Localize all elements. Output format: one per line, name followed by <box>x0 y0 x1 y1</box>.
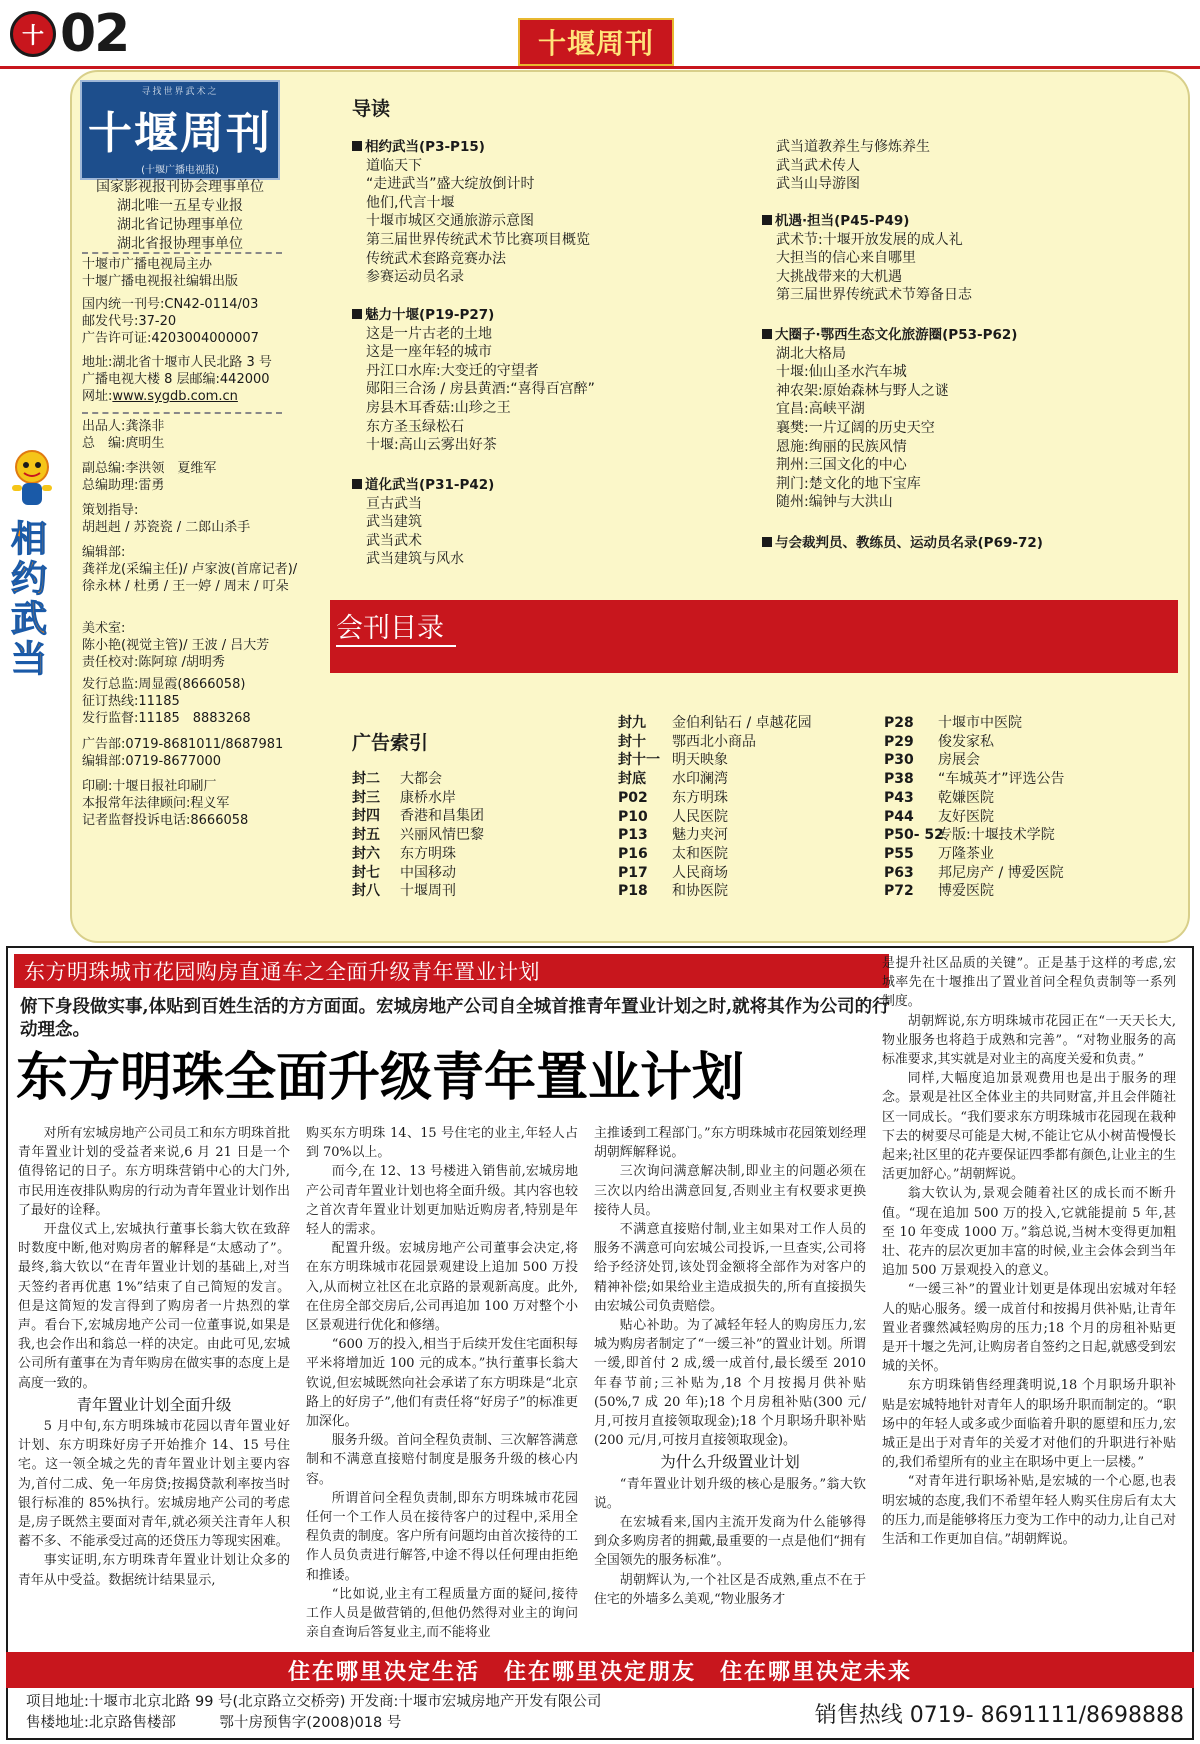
phone-block <box>82 736 304 770</box>
guide-section <box>352 476 752 569</box>
ad-page: 封十 <box>618 733 646 750</box>
staff-line: 总编助理:雷勇 <box>82 478 165 493</box>
article-paragraph: 不满意直接赔付制,业主如果对工作人员的服务不满意可向宏城公司投诉,一旦查实,公司将给予经济处罚,该处罚金额将全部作为对客户的精神补偿;如果给业主造成损失的,所有直接损失由宏城公司负责赔偿。 <box>594 1222 866 1314</box>
square-bullet-icon <box>352 141 362 151</box>
address-block <box>82 354 304 405</box>
guide-item: 这是一座年轻的城市 <box>366 344 492 361</box>
ad-page: P38 <box>884 771 914 788</box>
ad-index-column <box>352 770 592 901</box>
ad-advertiser: 鄂西北小商品 <box>672 733 756 750</box>
guide-title: 导读 <box>352 98 391 120</box>
ad-page: 封四 <box>352 808 380 825</box>
guide-item: 武当建筑 <box>366 514 422 531</box>
ad-page: 封九 <box>618 715 646 731</box>
ad-index-row <box>618 882 868 901</box>
ad-index-row <box>352 845 592 864</box>
slogan-bar: 住在哪里决定生活 住在哪里决定朋友 住在哪里决定未来 <box>6 1652 1194 1688</box>
guide-item: 大担当的信心来自哪里 <box>776 250 916 267</box>
ad-page: P17 <box>618 864 648 881</box>
guide-item: 襄樊:一片辽阔的历史天空 <box>776 419 935 436</box>
ad-page: P30 <box>884 752 914 769</box>
ad-index-row <box>884 845 1174 864</box>
guide-item: 武当建筑与风水 <box>366 551 464 568</box>
square-bullet-icon <box>762 215 772 225</box>
sales-hotline: 销售热线 0719- 8691111/8698888 <box>814 1703 1184 1728</box>
registration-line: 邮发代号:37-20 <box>82 314 177 329</box>
ad-index-row <box>884 882 1174 901</box>
article-paragraph: 是提升社区品质的关键”。正是基于这样的考虑,宏城率先在十堰推出了置业首问全程负责制等一系列制度。 <box>882 956 1176 1010</box>
guide-item: 武术节:十堰开放发展的成人礼 <box>776 231 963 248</box>
staff-line: 编辑部: <box>82 545 126 560</box>
article-paragraph: “一缓三补”的置业计划更是体现出宏城对年轻人的贴心服务。缓一成首付和按揭月供补贴,让青年置业者骤然减轻购房的压力;18 个月的房租补贴更是开十堰之先河,让购房者自签约之日起,就感受到宏城的关怀。 <box>882 1282 1176 1375</box>
ad-index-row <box>884 751 1174 770</box>
guide-item: 他们,代言十堰 <box>366 194 455 211</box>
ad-page: 封五 <box>352 827 380 844</box>
ad-advertiser: 俊发家私 <box>938 733 994 750</box>
ad-advertiser: 香港和昌集团 <box>400 808 484 825</box>
side-section-tag: 相约武当 <box>10 519 47 680</box>
footer-address-line: 项目地址:十堰市北京北路 99 号(北京路立交桥旁) 开发商:十堰市宏城房地产开发有限公司 <box>26 1694 602 1710</box>
guide-item: 荆州:三国文化的中心 <box>776 457 907 474</box>
ad-index-row <box>618 789 868 808</box>
distribution-line: 征订热线:11185 <box>82 694 180 709</box>
phone-line: 广告部:0719-8681011/8687981 <box>82 737 284 752</box>
ad-page: 封七 <box>352 864 380 881</box>
publisher-line: 十堰市广播电视局主办 <box>82 257 213 272</box>
ad-index-row <box>352 882 592 901</box>
ad-index-row <box>884 770 1174 789</box>
guide-item: 郧阳三合汤 / 房县黄酒:“喜得百宫醉” <box>366 381 595 398</box>
ad-index-row <box>618 826 868 845</box>
article-paragraph: 三次询问满意解决制,即业主的问题必须在三次以内给出满意回复,否则业主有权要求更换接待人员。 <box>594 1164 866 1218</box>
website-line <box>82 388 304 405</box>
guide-item: 武当道教养生与修炼养生 <box>776 139 930 155</box>
guide-item: 第三届世界传统武术节筹备日志 <box>776 287 972 304</box>
ad-page: P50- 52 <box>884 827 944 844</box>
square-bullet-icon <box>352 309 362 319</box>
guide-item: 丹江口水库:大变迁的守望者 <box>366 362 539 379</box>
registration-block <box>82 296 304 347</box>
divider <box>82 252 282 254</box>
article-paragraph: 事实证明,东方明珠青年置业计划让众多的青年从中受益。数据统计结果显示, <box>18 1553 290 1588</box>
ad-index-row <box>618 714 868 733</box>
feature-headline: 东方明珠全面升级青年置业计划 <box>16 1047 745 1108</box>
guide-item: 武当武术传人 <box>776 157 860 174</box>
website-link[interactable]: www.sygdb.com.cn <box>112 389 238 404</box>
guide-item: 大挑战带来的大机遇 <box>776 268 902 285</box>
distribution-block <box>82 676 304 727</box>
ad-index-row <box>618 751 868 770</box>
ad-page: 封六 <box>352 845 380 862</box>
article-paragraph: 在宏城看来,国内主流开发商为什么能够得到众多购房者的拥戴,最重要的一点是他们“拥有全国领先的服务标准”。 <box>594 1515 866 1569</box>
ad-index-row <box>884 789 1174 808</box>
ad-advertiser: 明天映象 <box>672 752 728 769</box>
guide-item: “走进武当”盛大绽放倒计时 <box>366 176 535 193</box>
phone-line: 编辑部:0719-8677000 <box>82 754 222 769</box>
ad-index-row <box>352 789 592 808</box>
staff-editorial <box>82 544 304 595</box>
guide-item: 随州:编钟与大洪山 <box>776 494 893 511</box>
ad-advertiser: 房展会 <box>938 752 980 769</box>
guide-item: 湖北大格局 <box>776 345 846 362</box>
article-paragraph: 东方明珠销售经理龚明说,18 个月职场升职补贴是宏城特地针对青年人的职场升职而制定的。“职场中的年轻人或多或少面临着升职的愿望和压力,宏城正是出于对青年的关爱才对他们的升职进行补贴的,我们希望所有的业主在职场中更上一层楼。” <box>882 1378 1176 1471</box>
guide-item: 荆门:楚文化的地下宝库 <box>776 475 921 492</box>
staff-editors <box>82 460 304 494</box>
guide-item: 亘古武当 <box>366 495 422 512</box>
credential-line: 国家影视报刊协会理事单位 <box>96 179 264 195</box>
article-paragraph: “对青年进行职场补贴,是宏城的一个心愿,也表明宏城的态度,我们不希望年轻人购买住房后有太大的压力,而是能够将压力变为工作中的动力,让自己对生活和工作更加自信。”胡朝辉说。 <box>882 1474 1176 1548</box>
guide-item: 十堰:高山云雾出好茶 <box>366 437 497 454</box>
ad-advertiser: 友好医院 <box>938 808 994 825</box>
article-subheading: 青年置业计划全面升级 <box>76 1395 232 1414</box>
publication-logo-icon: 十 <box>10 11 56 57</box>
guide-item: 神农架:原始森林与野人之谜 <box>776 382 949 399</box>
article-paragraph: 翁大钦认为,景观会随着社区的成长而不断升值。“现在追加 500 万的投入,它就能提前 5 年,甚至 10 年变成 1000 万。”翁总说,当树木变得更加粗壮、花卉的层次更加丰富的时候,业主会体会到当年追加 500 万景观投入的意义。 <box>882 1186 1176 1279</box>
ad-advertiser: 博爱医院 <box>938 883 994 900</box>
staff-publisher <box>82 418 304 452</box>
guide-section <box>762 326 1182 512</box>
staff-line: 陈小艳(视觉主管)/ 王波 / 吕大芳 <box>82 638 270 653</box>
header-rule <box>0 66 1200 69</box>
guide-section-head <box>762 534 1182 553</box>
ad-page: P55 <box>884 845 914 862</box>
ad-page: 封底 <box>618 771 646 788</box>
guide-section-head <box>352 476 752 495</box>
page-number-block <box>10 6 128 62</box>
ad-advertiser: 太和医院 <box>672 845 728 862</box>
ad-advertiser: 水印澜湾 <box>672 771 728 788</box>
ad-page: P02 <box>618 789 648 806</box>
staff-line: 副总编:李洪领 夏维军 <box>82 461 217 476</box>
guide-item: 这是一片古老的土地 <box>366 325 492 342</box>
ad-page: P16 <box>618 845 648 862</box>
printing-line: 印刷:十堰日报社印刷厂 <box>82 779 217 794</box>
article-column <box>882 954 1176 1549</box>
footer-address <box>26 1692 601 1734</box>
ad-advertiser: 十堰市中医院 <box>938 715 1022 731</box>
article-paragraph: 5 月中旬,东方明珠城市花园以青年置业好计划、东方明珠好房子开始推介 14、15 号住宅。这一领全城之先的青年置业计划主要内容为,首付二成、免一年房贷;按揭贷款利率按当时银行标准的 85%执行。宏城房地产公司的考虑是,房子既然主要面对青年,就必须关注青年人积蓄不多、不能承受过高的还贷压力等现实困难。 <box>18 1419 290 1550</box>
square-bullet-icon <box>762 537 772 547</box>
article-paragraph: 贴心补助。为了减轻年轻人的购房压力,宏城为购房者制定了“一缓三补”的置业计划。所谓一缓,即首付 2 成,缓一成首付,最长缓至 2010 年春节前;三补贴为,18 个月按揭月供补贴(50%,7 成 20 年);18 个月房租补贴(300 元/月,可按月直接领取现金);18 个月职场升职补贴(200 元/月,可按月直接领取现金)。 <box>594 1318 866 1449</box>
distribution-line: 发行监督:11185 8883268 <box>82 711 251 726</box>
guide-section <box>352 306 752 455</box>
guide-item: 参赛运动员名录 <box>366 269 464 286</box>
ad-page: P13 <box>618 827 648 844</box>
ad-advertiser: 万隆茶业 <box>938 845 994 862</box>
staff-line: 胡赳赳 / 苏瓷瓷 / 二郎山杀手 <box>82 520 251 535</box>
article-paragraph: 所谓首问全程负责制,即东方明珠城市花园任何一个工作人员在接待客户的过程中,采用全程负责的制度。客户所有问题均由首次接待的工作人员负责进行解答,中途不得以任何理由拒绝和推诿。 <box>306 1490 578 1583</box>
ad-advertiser: 东方明珠 <box>400 845 456 862</box>
ad-advertiser: 专版:十堰技术学院 <box>938 827 1055 844</box>
registration-line: 广告许可证:4203004000007 <box>82 331 259 346</box>
guide-section-head-text: 魅力十堰(P19-P27) <box>365 307 495 323</box>
ad-advertiser: 和协医院 <box>672 883 728 900</box>
ad-page: 封八 <box>352 883 380 900</box>
ad-advertiser: 十堰周刊 <box>400 883 456 900</box>
ad-page: P28 <box>884 715 914 731</box>
ad-advertiser: 康桥水岸 <box>400 789 456 806</box>
article-paragraph: 而今,在 12、13 号楼进入销售前,宏城房地产公司青年置业计划也将全面升级。其内容也较之首次青年置业计划更加贴近购房者,特别是年轻人的需求。 <box>306 1164 578 1238</box>
guide-section <box>762 138 1162 194</box>
page-number: 02 <box>60 4 129 64</box>
footer-address-line: 售楼地址:北京路售楼部 鄂十房预售字(2008)018 号 <box>26 1715 402 1731</box>
staff-line: 责任校对:陈阿琼 /胡明秀 <box>82 655 225 670</box>
guide-item: 传统武术套路竞赛办法 <box>366 250 506 267</box>
address-line: 广播电视大楼 8 层邮编:442000 <box>82 372 270 387</box>
ad-index-row <box>618 845 868 864</box>
ad-advertiser: 金伯利钻石 / 卓越花园 <box>672 715 812 731</box>
ad-page: P18 <box>618 883 648 900</box>
ad-index-row <box>618 733 868 752</box>
printing-block <box>82 778 304 829</box>
staff-line: 总 编:庹明生 <box>82 436 165 451</box>
staff-line: 策划指导: <box>82 503 139 518</box>
guide-section-head <box>762 212 1162 231</box>
staff-line: 龚祥龙(采编主任)/ 卢家波(首席记者)/ 徐永林 / 杜勇 / 王一婷 / 周末 / 叮朵 <box>82 562 298 594</box>
ad-advertiser: 乾嫌医院 <box>938 789 994 806</box>
address-line: 地址:湖北省十堰市人民北路 3 号 <box>82 355 272 370</box>
guide-item: 恩施:绚丽的民族风情 <box>776 438 907 455</box>
staff-art <box>82 620 304 671</box>
guide-section-head <box>352 138 752 157</box>
ad-index-row <box>352 864 592 883</box>
ad-page: P72 <box>884 883 914 900</box>
article-paragraph: 配置升级。宏城房地产公司董事会决定,将在东方明珠城市花园景观建设上追加 500 万投入,从而树立社区在北京路的景观新高度。此外,在住房全部交房后,公司再追加 100 万对整个小区景观进行优化和修缮。 <box>306 1241 578 1334</box>
ad-advertiser: 中国移动 <box>400 864 456 881</box>
article-column <box>594 1124 866 1609</box>
guide-section <box>762 534 1182 553</box>
printing-line: 记者监督投诉电话:8666058 <box>82 813 249 828</box>
divider <box>82 412 282 414</box>
guide-section <box>762 212 1162 305</box>
ad-advertiser: 人民医院 <box>672 808 728 825</box>
article-paragraph: 购买东方明珠 14、15 号住宅的业主,年轻人占到 70%以上。 <box>306 1126 578 1161</box>
guide-item: 宜昌:高峡平湖 <box>776 401 865 418</box>
guide-section-head-text: 相约武当(P3-P15) <box>365 139 485 155</box>
article-column <box>18 1124 290 1590</box>
masthead-credentials <box>80 178 280 254</box>
staff-line: 美术室: <box>82 621 126 636</box>
guide-section-head-text: 与会裁判员、教练员、运动员名录(P69-72) <box>775 535 1043 551</box>
ad-index-row <box>352 770 592 789</box>
guide-item: 十堰市城区交通旅游示意图 <box>366 213 534 230</box>
ad-page: 封十一 <box>618 752 660 769</box>
article-paragraph: “青年置业计划升级的核心是服务。”翁大钦说。 <box>594 1476 866 1511</box>
distribution-line: 发行总监:周显霞(8666058) <box>82 677 246 692</box>
registration-line: 国内统一刊号:CN42-0114/03 <box>82 297 259 312</box>
ad-advertiser: 兴丽风情巴黎 <box>400 827 484 844</box>
guide-section-head-text: 机遇·担当(P45-P49) <box>775 213 910 229</box>
guide-item: 武当山导游图 <box>776 176 860 193</box>
staff-planning <box>82 502 304 536</box>
ad-advertiser: 大都会 <box>400 771 442 787</box>
article-subheading: 为什么升级置业计划 <box>660 1453 800 1472</box>
feature-strip-title: 东方明珠城市花园购房直通车之全面升级青年置业计划 <box>14 954 889 988</box>
masthead-subtitle: (十堰广播电视报) <box>141 165 219 176</box>
guide-section-head <box>762 326 1182 345</box>
ad-index-row <box>618 864 868 883</box>
guide-item: 道临天下 <box>366 157 422 174</box>
guide-item: 武当武术 <box>366 532 422 549</box>
ad-index-title: 广告索引 <box>352 732 429 754</box>
ad-index-row <box>884 864 1174 883</box>
contents-banner <box>330 600 1178 673</box>
ad-advertiser: 魅力夹河 <box>672 827 728 844</box>
ad-index-row <box>352 807 592 826</box>
article-column <box>306 1124 578 1642</box>
ad-page: P10 <box>618 808 648 825</box>
ad-advertiser: “车城英才”评选公告 <box>938 771 1065 788</box>
ad-index-column <box>618 714 868 901</box>
website-label: 网址: <box>82 389 113 404</box>
contents-banner-title: 会刊目录 <box>336 606 456 647</box>
guide-item: 房县木耳香菇:山珍之王 <box>366 399 511 416</box>
guide-section-head-text: 道化武当(P31-P42) <box>365 477 495 493</box>
ad-page: P43 <box>884 789 914 806</box>
feature-lead: 俯下身段做实事,体贴到百姓生活的方方面面。宏城房地产公司自全城首推青年置业计划之时,就将其作为公司的行动理念。 <box>20 997 890 1040</box>
square-bullet-icon <box>762 329 772 339</box>
guide-item: 东方圣玉绿松石 <box>366 418 464 435</box>
ad-advertiser: 邦尼房产 / 博爱医院 <box>938 864 1064 881</box>
credential-line: 湖北省记协理事单位 <box>117 217 243 233</box>
article-paragraph: 同样,大幅度追加景观费用也是出于服务的理念。景观是社区全体业主的共同财富,并且会伴随社区一同成长。“我们要求东方明珠城市花园现在栽种下去的树要尽可能是大树,不能让它从小树苗慢慢长起来;社区里的花卉要保证四季都有颜色,让业主的生活更加舒心。”胡朝辉说。 <box>882 1071 1176 1183</box>
article-paragraph: 胡朝辉认为,一个社区是否成熟,重点不在于住宅的外墙多么美观,“物业服务才 <box>594 1572 866 1607</box>
guide-section-head <box>352 306 752 325</box>
ad-index-row <box>618 770 868 789</box>
ad-page: P29 <box>884 733 914 750</box>
guide-item: 第三届世界传统武术节比赛项目概览 <box>366 231 590 248</box>
ad-index-column <box>884 714 1174 901</box>
publisher-block <box>82 256 304 290</box>
ad-page: 封二 <box>352 771 380 787</box>
credential-line: 湖北唯一五星专业报 <box>117 198 243 214</box>
guide-section <box>352 138 752 287</box>
publisher-line: 十堰广播电视报社编辑出版 <box>82 274 239 289</box>
ad-index-row <box>884 733 1174 752</box>
guide-section-head-text: 大圈子·鄂西生态文化旅游圈(P53-P62) <box>775 327 1018 343</box>
masthead-title: 十堰周刊 <box>88 108 272 159</box>
ad-index-row <box>352 826 592 845</box>
article-paragraph: 开盘仪式上,宏城执行董事长翁大钦在致辞时数度中断,他对购房者的解释是“太感动了”。最终,翁大钦以“在青年置业计划的基础上,对当天签约者再优惠 1%”结束了自己简短的发言。但是这简短的发言得到了购房者一片热烈的掌声。看台下,宏城房地产公司一位董事说,如果是我,也会作出和翁总一样的决定。由此可见,宏城公司所有董事在为青年购房在做实事的态度上是高度一致的。 <box>18 1222 290 1391</box>
ad-page: P44 <box>884 808 914 825</box>
ad-index-row <box>884 714 1174 733</box>
header-banner: 十堰周刊 <box>518 18 674 66</box>
ad-page: 封三 <box>352 789 380 806</box>
staff-line: 出品人:龚涤非 <box>82 419 165 434</box>
article-paragraph: 服务升级。首问全程负责制、三次解答满意制和不满意直接赔付制度是服务升级的核心内容。 <box>306 1433 578 1487</box>
article-paragraph: 主推诿到工程部门。”东方明珠城市花园策划经理胡朝辉解释说。 <box>594 1126 866 1161</box>
printing-line: 本报常年法律顾问:程义军 <box>82 796 230 811</box>
guide-item: 十堰:仙山圣水汽车城 <box>776 364 907 381</box>
ad-index-row <box>884 808 1174 827</box>
credential-line: 湖北省报协理事单位 <box>117 236 243 252</box>
ad-index-row <box>618 808 868 827</box>
footer <box>6 1688 1194 1740</box>
masthead-logo <box>80 80 280 180</box>
mascot-icon <box>4 445 60 515</box>
ad-advertiser: 人民商场 <box>672 864 728 881</box>
ad-index-row <box>884 826 1174 845</box>
square-bullet-icon <box>352 479 362 489</box>
masthead-topline: 寻找世界武术之 <box>141 87 219 97</box>
article-paragraph: 对所有宏城房地产公司员工和东方明珠首批青年置业计划的受益者来说,6 月 21 日是一个值得铭记的日子。东方明珠营销中心的大门外,市民用连夜排队购房的行动为青年置业计划作出了最好的诠释。 <box>18 1126 290 1218</box>
article-paragraph: “比如说,业主有工程质量方面的疑问,接待工作人员是做营销的,但他仍然得对业主的询问亲自查询后答复业主,而不能将业 <box>306 1586 578 1641</box>
article-paragraph: 胡朝辉说,东方明珠城市花园正在“一天天长大,物业服务也将趋于成熟和完善”。“对物业服务的高标准要求,其实就是对业主的高度关爱和负责。” <box>882 1013 1176 1068</box>
ad-page: P63 <box>884 864 914 881</box>
ad-advertiser: 东方明珠 <box>672 789 728 806</box>
article-paragraph: “600 万的投入,相当于后续开发住宅面积每平米将增加近 100 元的成本。”执行董事长翁大钦说,但宏城既然向社会承诺了东方明珠是“北京路上的好房子”,他们有责任将“好房子”的标准更加深化。 <box>306 1337 578 1430</box>
